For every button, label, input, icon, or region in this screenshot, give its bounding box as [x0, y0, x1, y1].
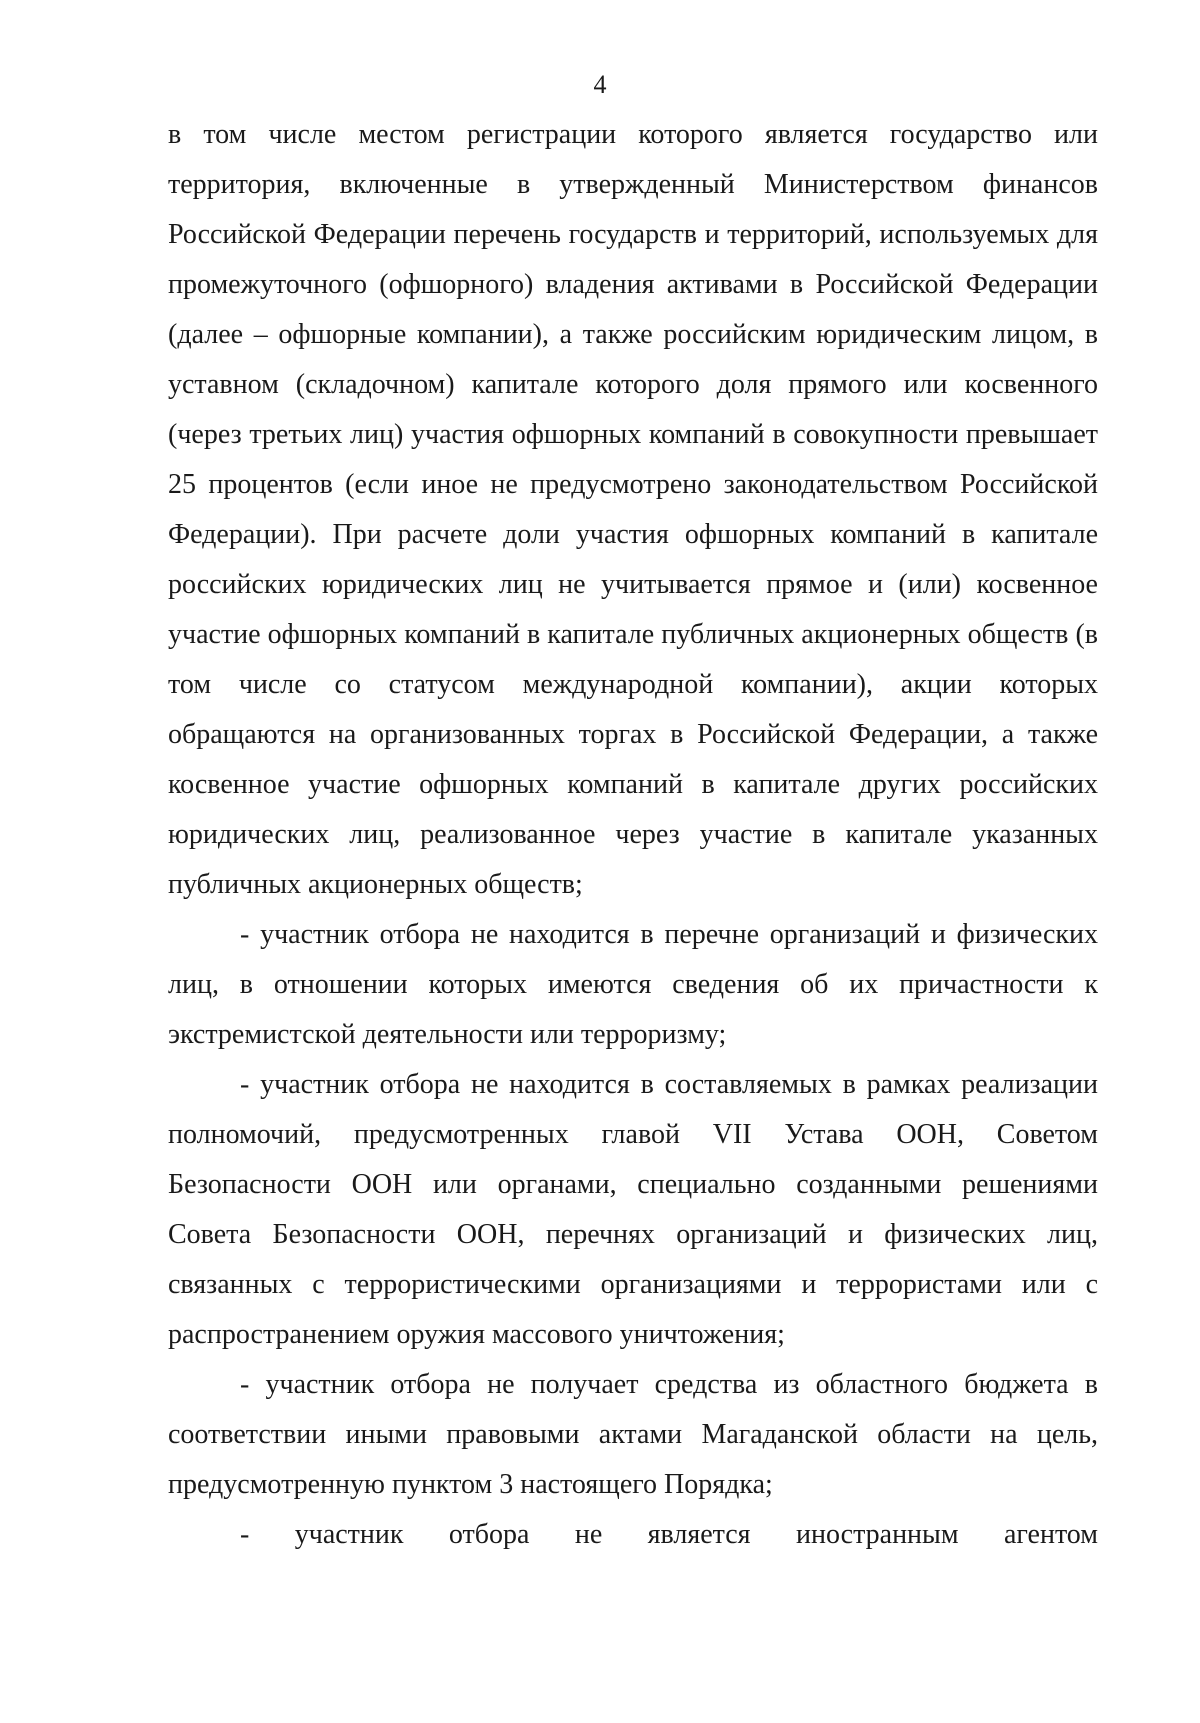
paragraph-extremism-list: - участник отбора не находится в перечне организаций и физических лиц, в отношении которых имеются сведения об их причастности к экстремистской деятельности или терроризму;	[168, 919, 1098, 1050]
page-number: 4	[593, 70, 607, 99]
paragraph-foreign-agent	[168, 1510, 1098, 1560]
paragraph-un-sanctions-list: - участник отбора не находится в составляемых в рамках реализации полномочий, предусмотренных главой VII Устава ООН, Советом Безопасности ООН или органами, специально созданными решениями Совета Безопасности ООН, перечнях организаций и физических лиц, связанных с террористическими организациями и террористами или с распространением оружия массового уничтожения;	[168, 1069, 1098, 1350]
paragraph-regional-budget-funds: - участник отбора не получает средства из областного бюджета в соответствии иными правовыми актами Магаданской области на цель, предусмотренную пунктом 3 настоящего Порядка;	[168, 1369, 1098, 1500]
document-body	[168, 110, 1098, 1560]
foreign-agent-line: - участник отбора не является иностранным агентом	[240, 1519, 1098, 1550]
paragraph-offshore-companies: в том числе местом регистрации которого является государство или территория, включенные в утвержденный Министерством финансов Российской Федерации перечень государств и территорий, используемых для промежуточного (офшорного) владения активами в Российской Федерации (далее – офшорные компании), а также российским юридическим лицом, в уставном (складочном) капитале которого доля прямого или косвенного (через третьих лиц) участия офшорных компаний в совокупности превышает 25 процентов (если иное не предусмотрено законодательством Российской Федерации). При расчете доли участия офшорных компаний в капитале российских юридических лиц не учитывается прямое и (или) косвенное участие офшорных компаний в капитале публичных акционерных обществ (в том числе со статусом международной компании), акции которых обращаются на организованных торгах в Российской Федерации, а также косвенное участие офшорных компаний в капитале других российских юридических лиц, реализованное через участие в капитале указанных публичных акционерных обществ;	[168, 119, 1098, 900]
